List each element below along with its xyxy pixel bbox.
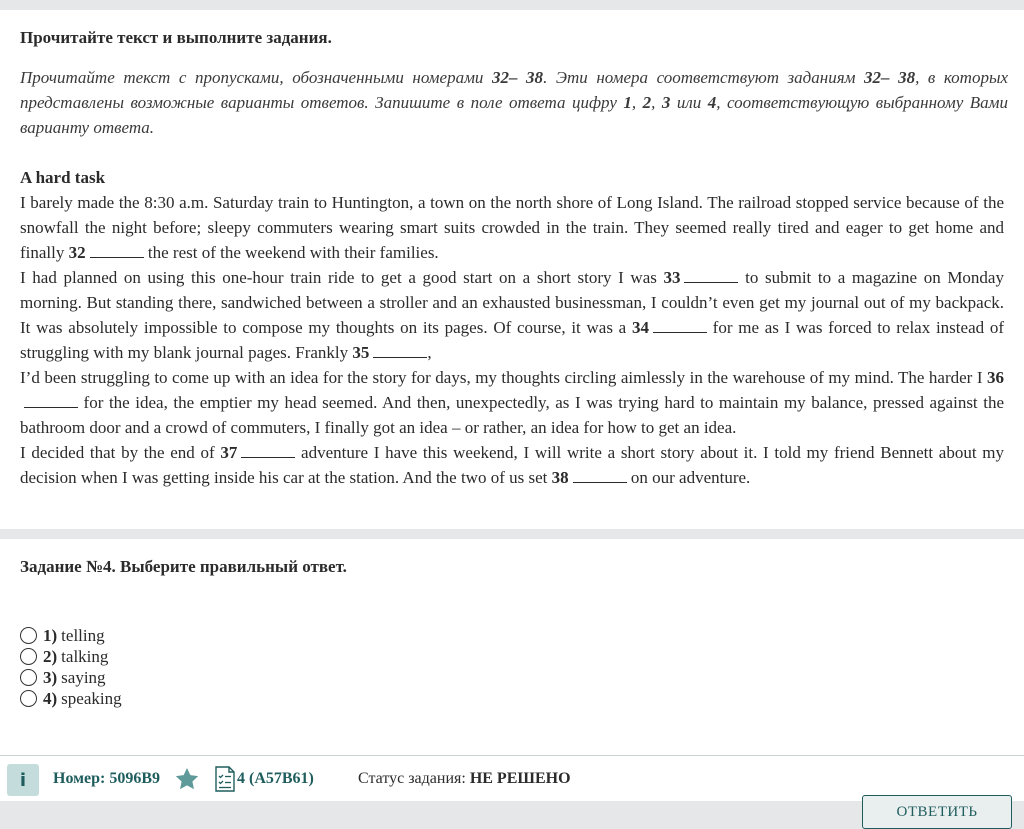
story-text-run: I’d been struggling to come up with an idea for the story for days, my thoughts circling aimlessly in the warehouse of my mind. The harder I: [20, 368, 987, 387]
answer-option-4[interactable]: [20, 688, 122, 709]
story-text-run: to submit to a magazine on Monday morning. But standing there, sandwiched between a stroller and an exhausted businessman, I couldn’t even get my journal out of my backpack. It was absolutely impossible to compose my thoughts on its pages. Of course, it was a: [20, 268, 1004, 337]
radio-button[interactable]: [20, 648, 37, 665]
gap-blank: [90, 244, 144, 258]
status-label: Статус задания:: [358, 770, 470, 787]
story-text-run: I had planned on using this one-hour train ride to get a good start on a short story I was: [20, 268, 664, 287]
task-number[interactable]: Номер: 5096B9: [53, 770, 161, 787]
task-panel: [0, 539, 1024, 755]
digit: 4: [707, 93, 717, 112]
task-status: [358, 770, 571, 788]
answer-options: [20, 625, 122, 709]
task-heading: Задание №4. Выберите правильный ответ.: [20, 557, 347, 576]
option-number: 1): [43, 625, 58, 645]
story-text-run: I barely made the 8:30 a.m. Saturday train to Huntington, a town on the north shore of Long Island. The railroad stopped service because of the snowfall the night before; sleepy commuters wearing smart suits crowded in the train. They seemed really tired and eager to get home and finally: [20, 193, 1004, 262]
status-value: НЕ РЕШЕНО: [469, 770, 571, 787]
instructions-text: , в которых представлены возможные варианты ответов. Запишите в поле ответа цифру: [20, 68, 1009, 112]
answer-option-3[interactable]: [20, 667, 122, 688]
story-paragraph: [20, 265, 1004, 365]
gap-blank: [24, 394, 78, 408]
radio-button[interactable]: [20, 690, 37, 707]
separator: ,: [631, 93, 643, 112]
answer-option-1[interactable]: [20, 625, 122, 646]
instructions-text: . Эти номера соответствуют заданиям: [543, 68, 865, 87]
gap-number: 36: [987, 368, 1004, 387]
gap-number: 35: [352, 343, 370, 362]
gap-number: 37: [220, 443, 238, 462]
radio-button[interactable]: [20, 627, 37, 644]
option-number: 4): [43, 688, 58, 708]
instructions-text: , соответствующую выбранному Вами варианту ответа.: [20, 93, 1009, 137]
text-heading: Прочитайте текст и выполните задания.: [20, 28, 332, 47]
option-text: saying: [61, 667, 106, 687]
story-text-run: for the idea, the emptier my head seemed. And then, unexpectedly, as I was trying hard to maintain my balance, pressed against the bathroom door and a crowd of commuters, I finally got an idea – or rather, an idea for how to get an idea.: [20, 393, 1004, 437]
story-text: [20, 190, 1004, 490]
option-number: 3): [43, 667, 58, 687]
digit: 2: [642, 93, 652, 112]
separator: или: [670, 93, 708, 112]
story-text-run: the rest of the weekend with their families.: [143, 243, 439, 262]
story-text-run: adventure I have this weekend, I will write a short story about it. I told my friend Bennett about my decision when I was getting inside his car at the station. And the two of us set: [20, 443, 1004, 487]
separator: ,: [651, 93, 662, 112]
story-text-run: for me as I was forced to relax instead of struggling with my blank journal pages. Frankly: [20, 318, 1005, 362]
story-paragraph: [20, 190, 1004, 265]
story-title: A hard task: [20, 168, 106, 187]
story-text-run: ,: [427, 343, 432, 362]
gap-number: 34: [631, 318, 649, 337]
story-paragraph: [20, 365, 1004, 440]
info-button[interactable]: i: [7, 764, 39, 796]
gap-number: 32: [68, 243, 86, 262]
answer-option-2[interactable]: [20, 646, 122, 667]
story-paragraph: [20, 440, 1004, 490]
digit: 3: [661, 93, 671, 112]
text-panel: [0, 10, 1024, 529]
gap-blank: [684, 269, 738, 283]
option-text: speaking: [61, 688, 122, 708]
story-text-run: I decided that by the end of: [20, 443, 221, 462]
task-variant-label[interactable]: 4 (A57B61): [237, 770, 314, 787]
option-number: 2): [43, 646, 58, 666]
radio-button[interactable]: [20, 669, 37, 686]
option-text: talking: [61, 646, 109, 666]
option-text: telling: [61, 625, 105, 645]
digit: 1: [623, 93, 632, 112]
task-range: 32– 38: [864, 68, 916, 87]
gap-blank: [373, 344, 427, 358]
instructions-text: Прочитайте текст с пропусками, обозначенными номерами: [20, 68, 492, 87]
task-range: 32– 38: [491, 68, 544, 87]
gap-number: 33: [663, 268, 681, 287]
instructions: [20, 65, 1008, 140]
answer-button[interactable]: ОТВЕТИТЬ: [862, 795, 1012, 829]
gap-blank: [653, 319, 707, 333]
gap-blank: [241, 444, 295, 458]
gap-number: 38: [551, 468, 569, 487]
story-text-run: on our adventure.: [626, 468, 751, 487]
document-list-icon[interactable]: [215, 766, 235, 792]
gap-blank: [573, 469, 627, 483]
star-icon[interactable]: [174, 766, 200, 792]
